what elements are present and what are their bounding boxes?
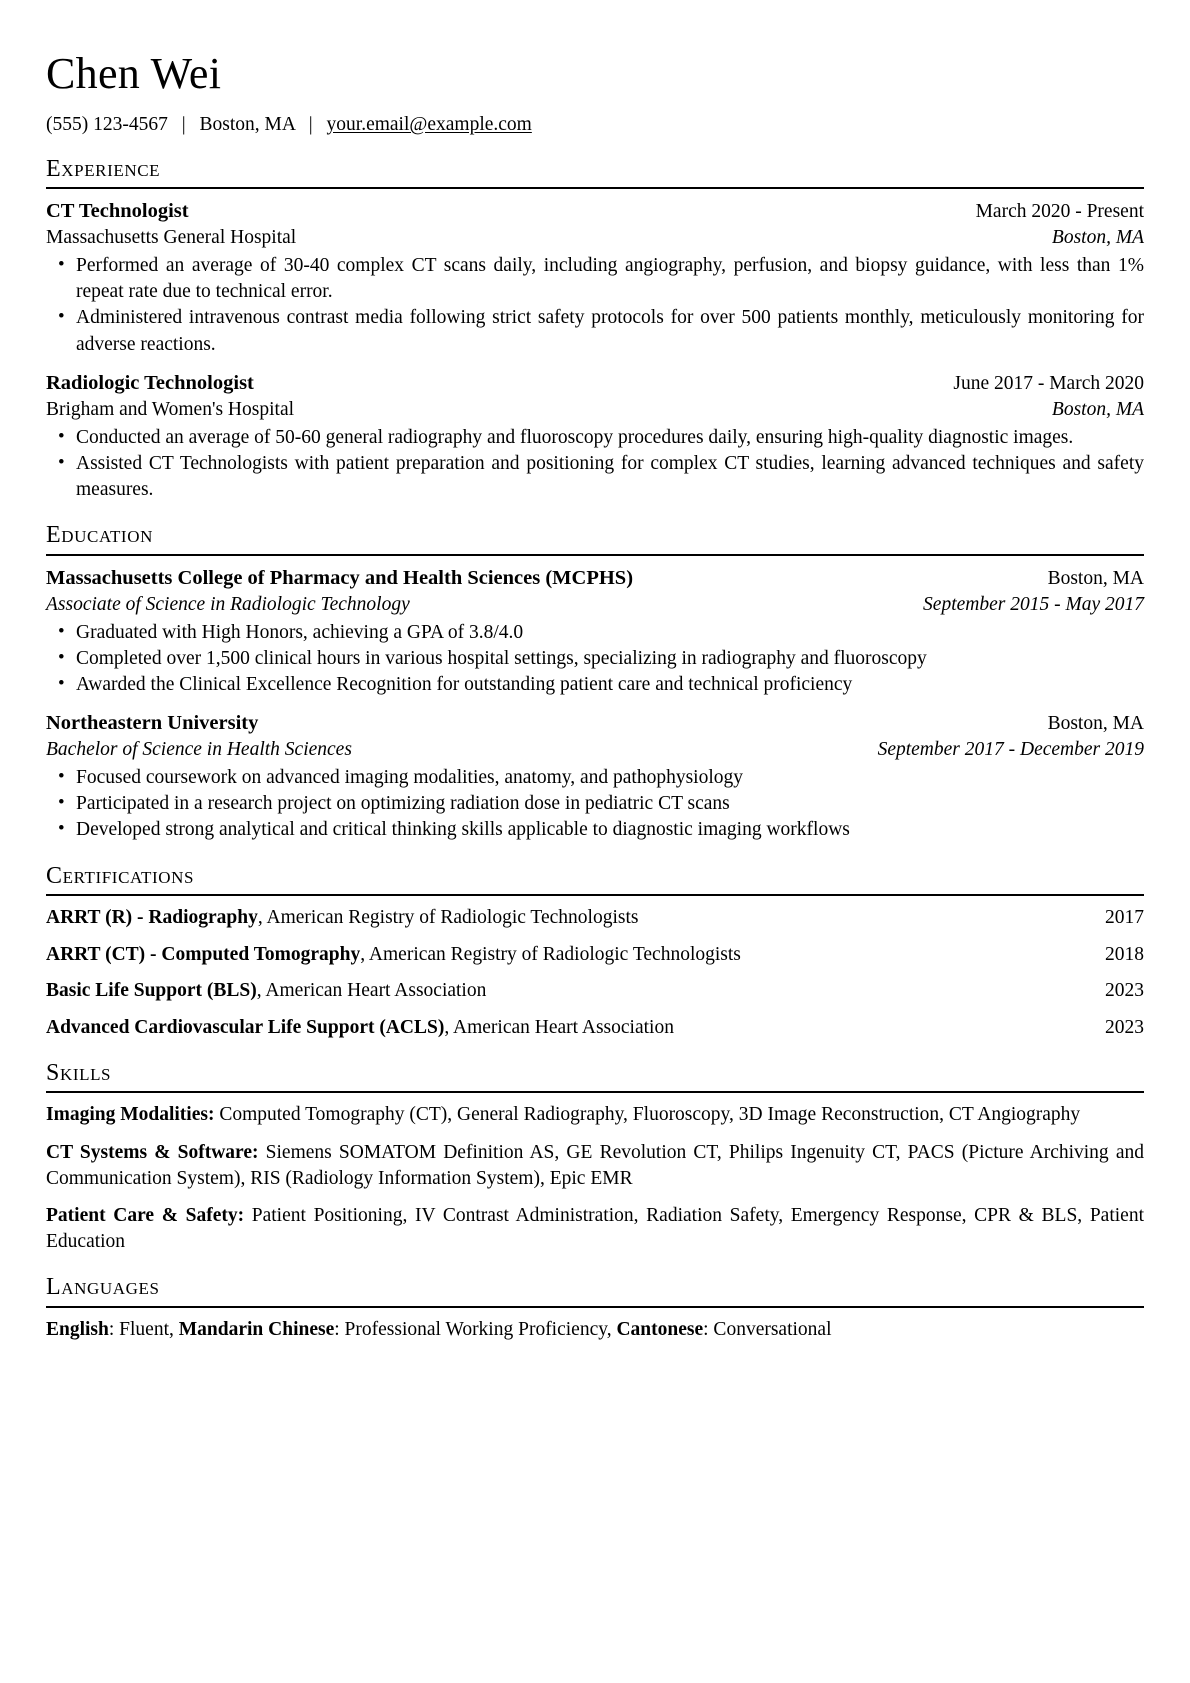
languages-line bbox=[46, 1317, 1144, 1343]
education-entry-subline bbox=[46, 592, 1144, 618]
education-entry bbox=[46, 565, 1144, 698]
section-title-certifications: Certifications bbox=[46, 862, 195, 889]
section-languages bbox=[46, 1274, 1144, 1343]
job-dates: March 2020 - Present bbox=[975, 201, 1144, 223]
employer-location: Boston, MA bbox=[1051, 227, 1144, 249]
job-title: CT Technologist bbox=[46, 200, 189, 223]
certification-text bbox=[46, 905, 638, 931]
list-item: • Awarded the Clinical Excellence Recognition for outstanding patient care and technical proficiency bbox=[46, 672, 1144, 698]
section-certifications bbox=[46, 863, 1144, 1041]
skill-group bbox=[46, 1140, 1144, 1192]
list-item: • Participated in a research project on optimizing radiation dose in pediatric CT scans bbox=[46, 791, 1144, 817]
certification-name: Basic Life Support (BLS) bbox=[46, 980, 257, 1002]
certification-name: Advanced Cardiovascular Life Support (ACLS) bbox=[46, 1017, 445, 1039]
school-name: Northeastern University bbox=[46, 712, 259, 735]
certification-row bbox=[46, 905, 1144, 931]
experience-entry-subline bbox=[46, 225, 1144, 251]
language-level: : Fluent, bbox=[108, 1318, 179, 1340]
skill-group bbox=[46, 1203, 1144, 1255]
list-item: • Focused coursework on advanced imaging modalities, anatomy, and pathophysiology bbox=[46, 765, 1144, 791]
degree-name: Associate of Science in Radiologic Technology bbox=[46, 593, 410, 615]
location-text: Boston, MA bbox=[199, 113, 295, 135]
email-link[interactable]: your.email@example.com bbox=[326, 113, 532, 135]
certification-name: ARRT (CT) - Computed Tomography bbox=[46, 943, 361, 965]
skill-items: Siemens SOMATOM Definition AS, GE Revolution CT, Philips Ingenuity CT, PACS (Picture Archiving and Communication System), RIS (Radiology Information System), Epic EMR bbox=[46, 1141, 1144, 1189]
candidate-name: Chen Wei bbox=[46, 49, 222, 98]
employer-name: Brigham and Women's Hospital bbox=[46, 398, 295, 420]
certification-issuer: , American Heart Association bbox=[256, 980, 487, 1002]
list-item: • Conducted an average of 50-60 general radiography and fluoroscopy procedures daily, ensuring high-quality diagnostic images. bbox=[46, 425, 1144, 451]
certification-year: 2018 bbox=[1105, 943, 1144, 965]
section-divider bbox=[46, 554, 1144, 556]
experience-entry bbox=[46, 370, 1144, 503]
certification-issuer: , American Registry of Radiologic Technologists bbox=[257, 907, 639, 928]
degree-dates: September 2017 - December 2019 bbox=[877, 739, 1144, 761]
contact-line bbox=[46, 112, 1144, 137]
job-dates: June 2017 - March 2020 bbox=[953, 372, 1144, 394]
school-name: Massachusetts College of Pharmacy and Health Sciences (MCPHS) bbox=[46, 566, 634, 589]
language-level: : Professional Working Proficiency, bbox=[334, 1318, 617, 1340]
language-level: : Conversational bbox=[703, 1318, 832, 1340]
employer-location: Boston, MA bbox=[1051, 398, 1144, 420]
list-item: • Graduated with High Honors, achieving a GPA of 3.8/4.0 bbox=[46, 620, 1144, 646]
list-item: • Developed strong analytical and critical thinking skills applicable to diagnostic imaging workflows bbox=[46, 817, 1144, 843]
certification-row bbox=[46, 1015, 1144, 1041]
section-title-languages: Languages bbox=[46, 1274, 160, 1301]
experience-entry-headline bbox=[46, 370, 1144, 397]
skill-category-label: Patient Care & Safety: bbox=[46, 1204, 245, 1226]
experience-entry-headline bbox=[46, 198, 1144, 225]
degree-dates: September 2015 - May 2017 bbox=[923, 593, 1144, 615]
certification-year: 2023 bbox=[1105, 980, 1144, 1002]
employer-name: Massachusetts General Hospital bbox=[46, 227, 297, 249]
skill-items: Computed Tomography (CT), General Radiography, Fluoroscopy, 3D Image Reconstruction, CT Angiography bbox=[214, 1104, 1081, 1126]
section-skills bbox=[46, 1060, 1144, 1255]
education-entry-subline bbox=[46, 737, 1144, 763]
skill-category-label: CT Systems & Software: bbox=[46, 1141, 259, 1163]
section-education bbox=[46, 522, 1144, 843]
degree-name: Bachelor of Science in Health Sciences bbox=[46, 739, 352, 761]
resume-header bbox=[46, 50, 1144, 137]
list-item: • Administered intravenous contrast media following strict safety protocols for over 500 patients monthly, meticulously monitoring for adverse reactions. bbox=[46, 305, 1144, 357]
experience-entry bbox=[46, 198, 1144, 358]
section-divider bbox=[46, 187, 1144, 189]
job-bullet-list bbox=[46, 425, 1144, 504]
certification-row bbox=[46, 978, 1144, 1004]
list-item: • Assisted CT Technologists with patient preparation and positioning for complex CT studies, learning advanced techniques and safety measures. bbox=[46, 451, 1144, 503]
education-entry-headline bbox=[46, 710, 1144, 737]
contact-separator: | bbox=[181, 113, 186, 135]
section-divider bbox=[46, 1306, 1144, 1308]
education-bullet-list bbox=[46, 765, 1144, 844]
skill-items: Patient Positioning, IV Contrast Administration, Radiation Safety, Emergency Response, CPR & BLS, Patient Education bbox=[46, 1204, 1144, 1253]
certification-name: ARRT (R) - Radiography bbox=[46, 907, 258, 928]
skill-category-label: Imaging Modalities: bbox=[46, 1104, 215, 1126]
certification-row bbox=[46, 942, 1144, 968]
list-item: • Completed over 1,500 clinical hours in various hospital settings, specializing in radiography and fluoroscopy bbox=[46, 646, 1144, 672]
certification-issuer: , American Registry of Radiologic Technologists bbox=[360, 943, 741, 965]
school-location: Boston, MA bbox=[1047, 713, 1144, 735]
contact-separator: | bbox=[308, 113, 313, 135]
section-experience bbox=[46, 156, 1144, 503]
list-item: • Performed an average of 30-40 complex CT scans daily, including angiography, perfusion, and biopsy guidance, with less than 1% repeat rate due to technical error. bbox=[46, 253, 1144, 305]
education-entry bbox=[46, 710, 1144, 843]
school-location: Boston, MA bbox=[1047, 567, 1144, 589]
phone-number: (555) 123-4567 bbox=[46, 113, 168, 135]
job-bullet-list bbox=[46, 253, 1144, 358]
section-title-skills: Skills bbox=[46, 1059, 112, 1086]
certification-text bbox=[46, 942, 741, 968]
skill-group bbox=[46, 1102, 1144, 1128]
section-divider bbox=[46, 894, 1144, 896]
certification-year: 2023 bbox=[1105, 1017, 1144, 1039]
section-divider bbox=[46, 1091, 1144, 1093]
language-name: Mandarin Chinese bbox=[178, 1318, 335, 1340]
education-bullet-list bbox=[46, 620, 1144, 699]
language-name: Cantonese bbox=[616, 1318, 704, 1340]
certification-year: 2017 bbox=[1105, 907, 1144, 928]
certification-text bbox=[46, 1015, 674, 1041]
certification-issuer: , American Heart Association bbox=[444, 1017, 674, 1039]
section-title-education: Education bbox=[46, 522, 153, 549]
certification-text bbox=[46, 978, 486, 1004]
experience-entry-subline bbox=[46, 397, 1144, 423]
section-title-experience: Experience bbox=[46, 155, 161, 182]
education-entry-headline bbox=[46, 565, 1144, 592]
job-title: Radiologic Technologist bbox=[46, 371, 254, 394]
language-name: English bbox=[46, 1318, 109, 1340]
